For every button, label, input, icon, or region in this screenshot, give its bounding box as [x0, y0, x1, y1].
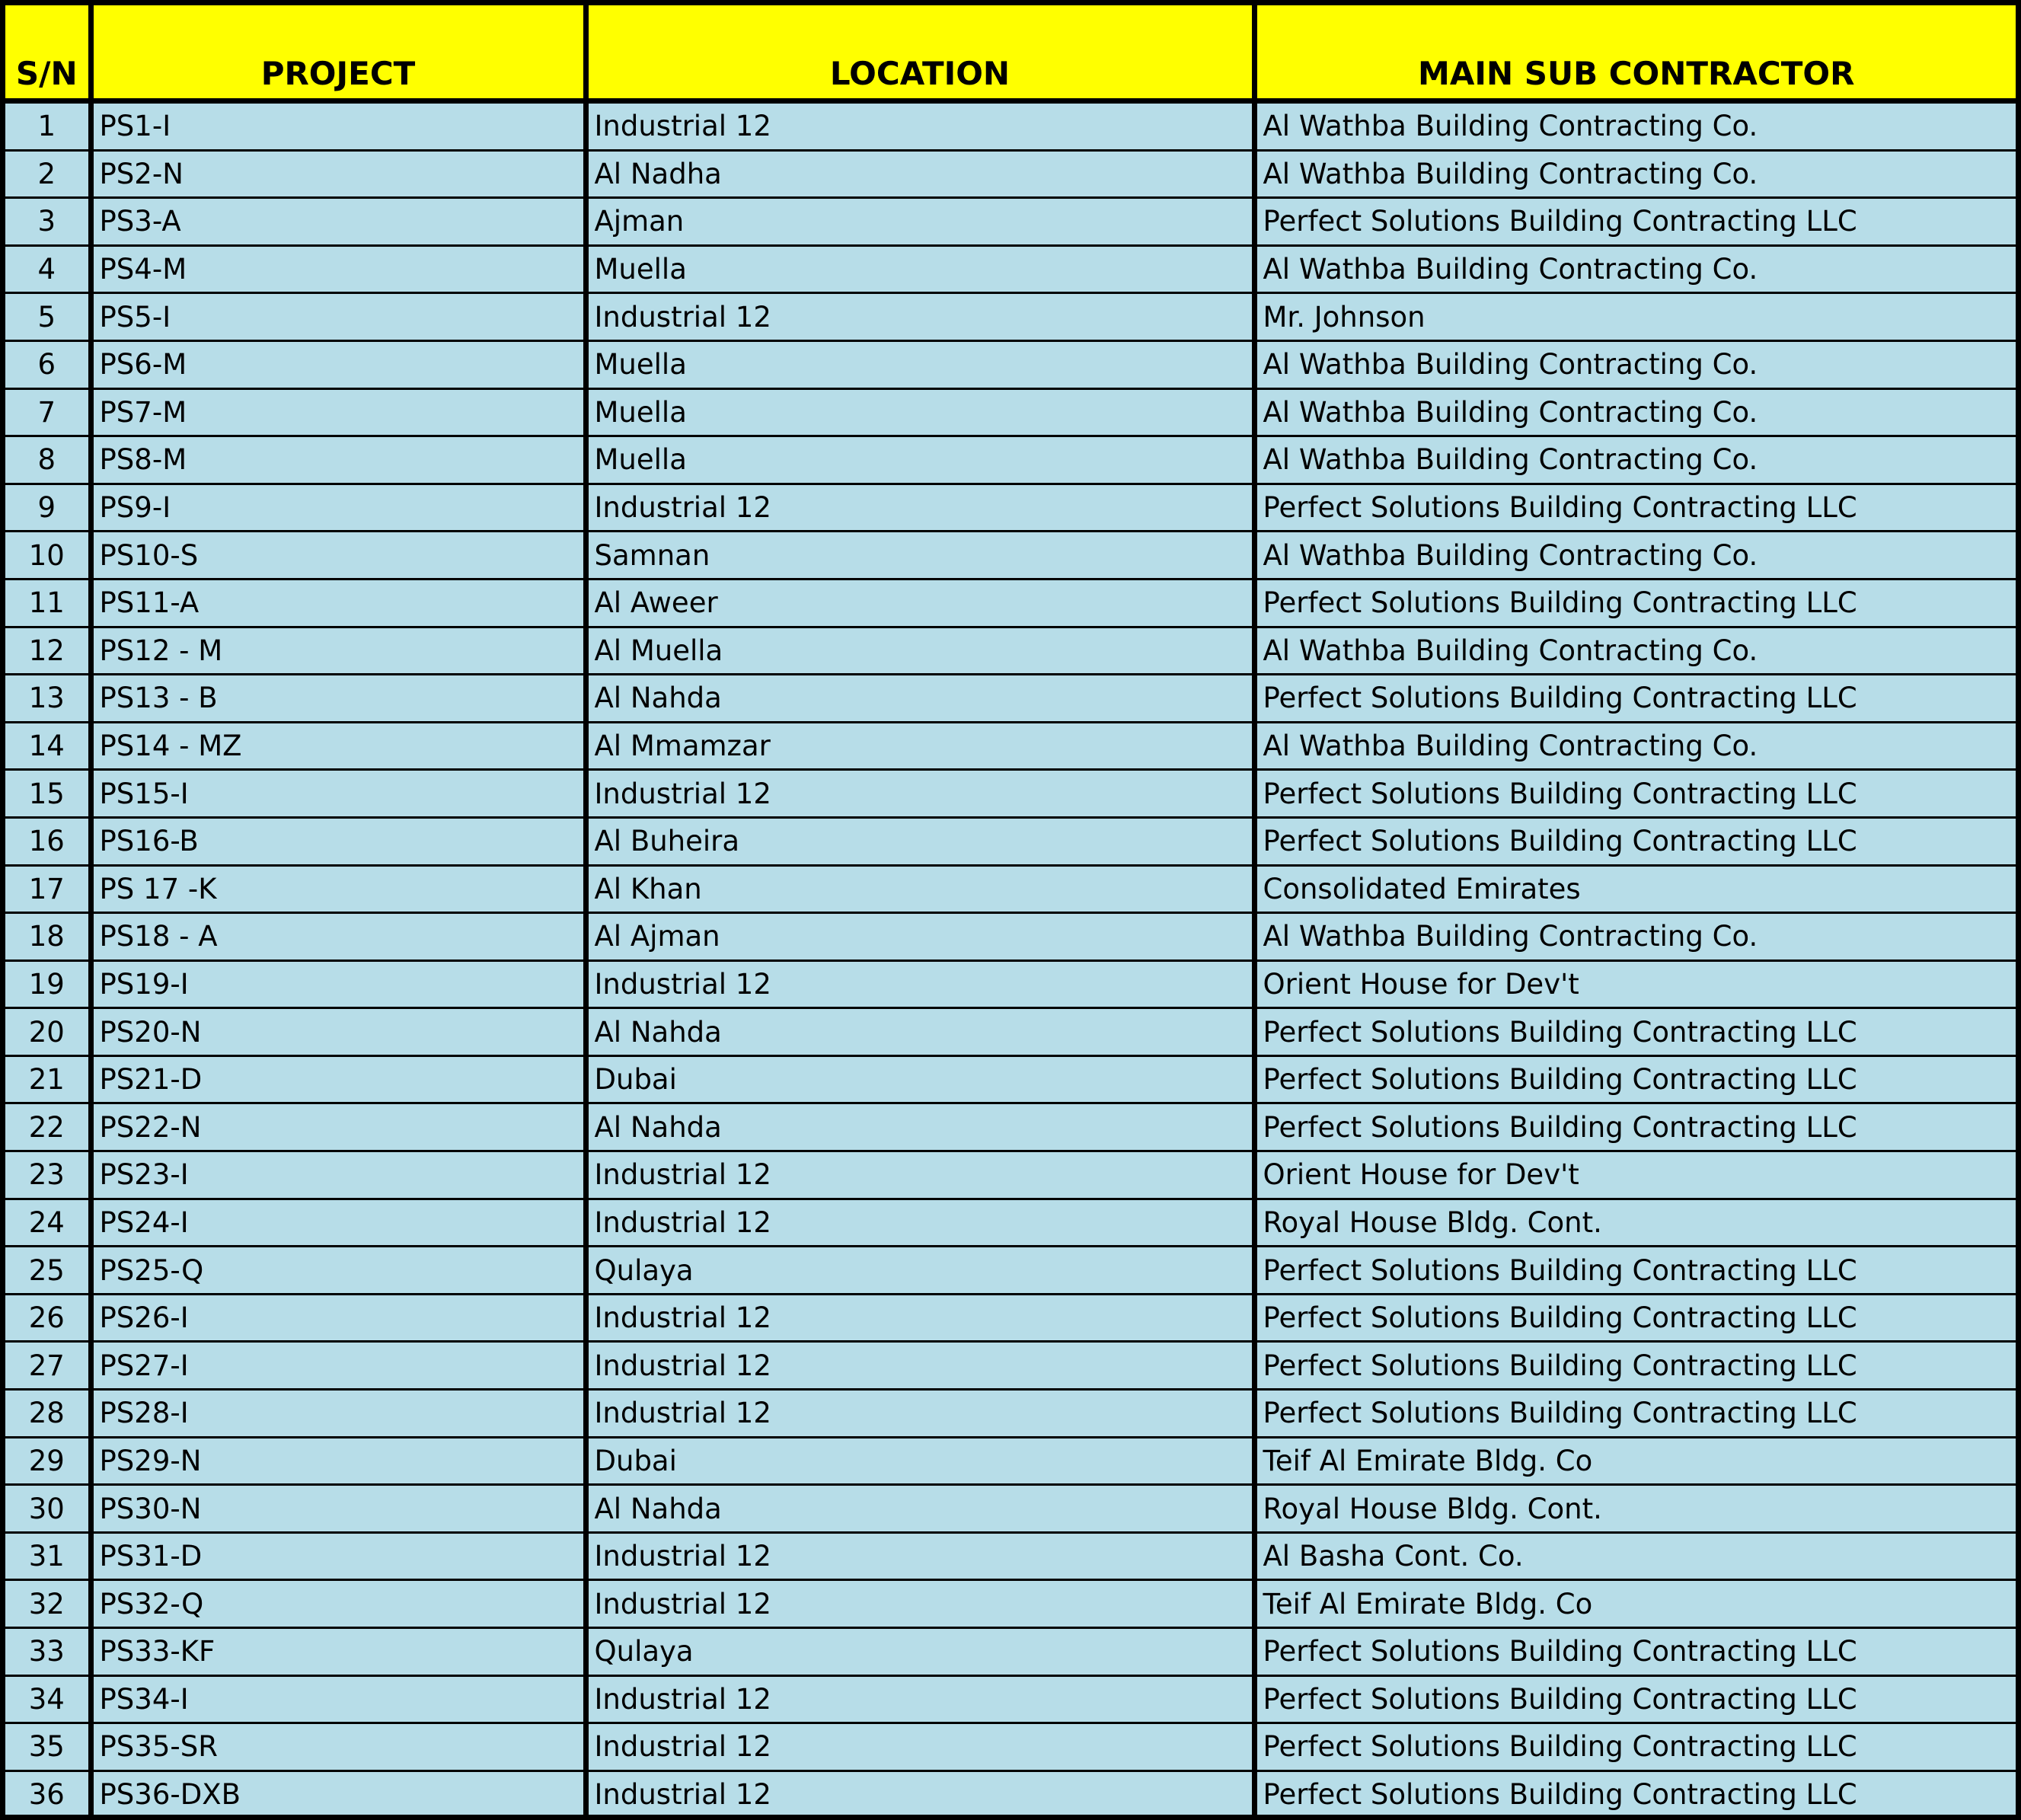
cell-location: Al Muella: [586, 627, 1254, 675]
cell-location: Industrial 12: [586, 1771, 1254, 1817]
cell-location: Industrial 12: [586, 1580, 1254, 1628]
table-row: [5, 627, 2016, 675]
cell-contractor: Al Wathba Building Contracting Co.: [1254, 436, 2016, 484]
cell-project: PS3-A: [91, 198, 586, 246]
cell-project: PS24-I: [91, 1199, 586, 1247]
table-row: [5, 1675, 2016, 1723]
cell-location: Industrial 12: [586, 484, 1254, 532]
cell-sn: 31: [5, 1532, 91, 1580]
cell-contractor: Perfect Solutions Building Contracting LLC: [1254, 1628, 2016, 1676]
cell-contractor: Al Wathba Building Contracting Co.: [1254, 532, 2016, 580]
cell-location: Ajman: [586, 198, 1254, 246]
cell-contractor: Teif Al Emirate Bldg. Co: [1254, 1437, 2016, 1485]
cell-sn: 21: [5, 1055, 91, 1103]
cell-location: Industrial 12: [586, 770, 1254, 818]
cell-contractor: Al Wathba Building Contracting Co.: [1254, 101, 2016, 151]
cell-contractor: Royal House Bldg. Cont.: [1254, 1485, 2016, 1533]
cell-sn: 30: [5, 1485, 91, 1533]
projects-table: [5, 5, 2016, 1817]
cell-project: PS15-I: [91, 770, 586, 818]
cell-contractor: Al Wathba Building Contracting Co.: [1254, 150, 2016, 198]
cell-location: Al Ajman: [586, 913, 1254, 961]
cell-contractor: Consolidated Emirates: [1254, 865, 2016, 913]
cell-location: Industrial 12: [586, 1532, 1254, 1580]
cell-contractor: Perfect Solutions Building Contracting LLC: [1254, 1055, 2016, 1103]
table-row: [5, 388, 2016, 436]
cell-project: PS36-DXB: [91, 1771, 586, 1817]
table-row: [5, 817, 2016, 865]
cell-contractor: Royal House Bldg. Cont.: [1254, 1199, 2016, 1247]
cell-contractor: Perfect Solutions Building Contracting LLC: [1254, 198, 2016, 246]
table-row: [5, 1437, 2016, 1485]
cell-project: PS5-I: [91, 293, 586, 341]
table-row: [5, 532, 2016, 580]
cell-location: Muella: [586, 245, 1254, 293]
cell-project: PS16-B: [91, 817, 586, 865]
table-row: [5, 1055, 2016, 1103]
table-row: [5, 1294, 2016, 1342]
cell-contractor: Mr. Johnson: [1254, 293, 2016, 341]
cell-contractor: Orient House for Dev't: [1254, 960, 2016, 1008]
cell-location: Al Nahda: [586, 1485, 1254, 1533]
cell-sn: 3: [5, 198, 91, 246]
cell-project: PS6-M: [91, 340, 586, 388]
cell-contractor: Al Wathba Building Contracting Co.: [1254, 722, 2016, 770]
cell-project: PS13 - B: [91, 675, 586, 723]
cell-sn: 26: [5, 1294, 91, 1342]
cell-location: Industrial 12: [586, 1199, 1254, 1247]
cell-contractor: Perfect Solutions Building Contracting LLC: [1254, 770, 2016, 818]
cell-contractor: Perfect Solutions Building Contracting LLC: [1254, 1103, 2016, 1151]
cell-sn: 13: [5, 675, 91, 723]
cell-sn: 20: [5, 1008, 91, 1056]
cell-sn: 35: [5, 1723, 91, 1771]
cell-location: Al Nahda: [586, 675, 1254, 723]
table-row: [5, 245, 2016, 293]
header-row: [5, 5, 2016, 101]
header-contractor: MAIN SUB CONTRACTOR: [1254, 5, 2016, 101]
cell-contractor: Al Wathba Building Contracting Co.: [1254, 245, 2016, 293]
cell-contractor: Perfect Solutions Building Contracting LLC: [1254, 675, 2016, 723]
cell-contractor: Perfect Solutions Building Contracting LLC: [1263, 1778, 1857, 1812]
cell-sn: 17: [5, 865, 91, 913]
header-location: LOCATION: [586, 5, 1254, 101]
cell-location: Samnan: [586, 532, 1254, 580]
cell-contractor: Perfect Solutions Building Contracting LLC: [1254, 1675, 2016, 1723]
cell-contractor: Al Wathba Building Contracting Co.: [1254, 340, 2016, 388]
table-row: [5, 675, 2016, 723]
cell-project: PS4-M: [91, 245, 586, 293]
table-row: [5, 1008, 2016, 1056]
cell-sn: 1: [5, 101, 91, 151]
cell-project: PS35-SR: [91, 1723, 586, 1771]
cell-location: Industrial 12: [586, 1390, 1254, 1438]
cell-sn: 32: [5, 1580, 91, 1628]
cell-location: Industrial 12: [586, 1723, 1254, 1771]
cell-contractor: Al Wathba Building Contracting Co.: [1254, 913, 2016, 961]
cell-contractor: Teif Al Emirate Bldg. Co: [1254, 1580, 2016, 1628]
cell-location: Industrial 12: [586, 1151, 1254, 1199]
table-row: [5, 150, 2016, 198]
cell-project: PS12 - M: [91, 627, 586, 675]
cell-location: Industrial 12: [586, 1294, 1254, 1342]
cell-location: Industrial 12: [586, 1675, 1254, 1723]
cell-contractor: Perfect Solutions Building Contracting LLC: [1254, 817, 2016, 865]
table-row: [5, 1390, 2016, 1438]
cell-project: PS14 - MZ: [91, 722, 586, 770]
cell-sn: 27: [5, 1342, 91, 1390]
cell-location: Al Khan: [586, 865, 1254, 913]
cell-contractor: Perfect Solutions Building Contracting LLC: [1254, 484, 2016, 532]
cell-sn: 4: [5, 245, 91, 293]
cell-sn: 14: [5, 722, 91, 770]
cell-location: Muella: [586, 436, 1254, 484]
cell-project: PS19-I: [91, 960, 586, 1008]
cell-sn: 8: [5, 436, 91, 484]
cell-project: PS28-I: [91, 1390, 586, 1438]
cell-project: PS34-I: [91, 1675, 586, 1723]
cell-location: Al Buheira: [586, 817, 1254, 865]
cell-contractor: Perfect Solutions Building Contracting LLC: [1254, 1294, 2016, 1342]
header-sn: S/N: [5, 5, 91, 101]
cell-project: PS18 - A: [91, 913, 586, 961]
cell-contractor: Al Wathba Building Contracting Co.: [1254, 388, 2016, 436]
table-row: [5, 1771, 2016, 1817]
cell-sn: 24: [5, 1199, 91, 1247]
table-row: [5, 293, 2016, 341]
cell-project: PS1-I: [91, 101, 586, 151]
cell-sn: 25: [5, 1247, 91, 1295]
cell-contractor: Perfect Solutions Building Contracting LLC: [1254, 1723, 2016, 1771]
cell-sn: 10: [5, 532, 91, 580]
cell-project: PS33-KF: [91, 1628, 586, 1676]
table-row: [5, 913, 2016, 961]
cell-project: PS22-N: [91, 1103, 586, 1151]
cell-location: Al Mmamzar: [586, 722, 1254, 770]
table-row: [5, 1247, 2016, 1295]
cell-project: PS26-I: [91, 1294, 586, 1342]
table-row: [5, 101, 2016, 151]
cell-sn: 2: [5, 150, 91, 198]
cell-project: PS7-M: [91, 388, 586, 436]
cell-location: Industrial 12: [586, 960, 1254, 1008]
table-row: [5, 960, 2016, 1008]
cell-sn: 9: [5, 484, 91, 532]
cell-contractor: Perfect Solutions Building Contracting LLC: [1254, 1390, 2016, 1438]
cell-sn: 15: [5, 770, 91, 818]
cell-sn: 5: [5, 293, 91, 341]
table-row: [5, 1580, 2016, 1628]
cell-location: Al Aweer: [586, 579, 1254, 627]
cell-location: Muella: [586, 340, 1254, 388]
cell-sn: 12: [5, 627, 91, 675]
cell-project: PS30-N: [91, 1485, 586, 1533]
cell-sn: 6: [5, 340, 91, 388]
cell-contractor: Al Basha Cont. Co.: [1254, 1532, 2016, 1580]
cell-sn: 34: [5, 1675, 91, 1723]
cell-project: PS27-I: [91, 1342, 586, 1390]
cell-location: Qulaya: [586, 1628, 1254, 1676]
table-row: [5, 340, 2016, 388]
cell-project: PS 17 -K: [91, 865, 586, 913]
cell-sn: 16: [5, 817, 91, 865]
table-row: [5, 579, 2016, 627]
cell-sn: 28: [5, 1390, 91, 1438]
cell-location: Industrial 12: [586, 101, 1254, 151]
cell-location: Al Nahda: [586, 1008, 1254, 1056]
cell-sn: 22: [5, 1103, 91, 1151]
table-row: [5, 722, 2016, 770]
table-row: [5, 1723, 2016, 1771]
table-row: [5, 1342, 2016, 1390]
cell-location: Industrial 12: [586, 1342, 1254, 1390]
cell-project: PS23-I: [91, 1151, 586, 1199]
cell-contractor: Perfect Solutions Building Contracting LLC: [1254, 1008, 2016, 1056]
cell-contractor: Al Wathba Building Contracting Co.: [1254, 627, 2016, 675]
cell-project: PS32-Q: [91, 1580, 586, 1628]
cell-sn: 7: [5, 388, 91, 436]
cell-sn: 19: [5, 960, 91, 1008]
cell-project: PS29-N: [91, 1437, 586, 1485]
table-row: [5, 1103, 2016, 1151]
cell-project: PS25-Q: [91, 1247, 586, 1295]
table-row: [5, 1628, 2016, 1676]
cell-project: PS8-M: [91, 436, 586, 484]
cell-sn: 36: [5, 1771, 91, 1817]
cell-project: PS11-A: [91, 579, 586, 627]
table-row: [5, 1151, 2016, 1199]
cell-project: PS10-S: [91, 532, 586, 580]
cell-project: PS20-N: [91, 1008, 586, 1056]
table-row: [5, 436, 2016, 484]
cell-sn: 18: [5, 913, 91, 961]
cell-location: Qulaya: [586, 1247, 1254, 1295]
cell-location: Industrial 12: [586, 293, 1254, 341]
cell-contractor: Perfect Solutions Building Contracting LLC: [1254, 579, 2016, 627]
table-row: [5, 865, 2016, 913]
cell-sn: 11: [5, 579, 91, 627]
table-row: [5, 1485, 2016, 1533]
table-row: [5, 198, 2016, 246]
cell-sn: 23: [5, 1151, 91, 1199]
cell-location: Al Nadha: [586, 150, 1254, 198]
cell-contractor: Orient House for Dev't: [1254, 1151, 2016, 1199]
table-row: [5, 1532, 2016, 1580]
header-project: PROJECT: [91, 5, 586, 101]
cell-location: Muella: [586, 388, 1254, 436]
cell-project: PS21-D: [91, 1055, 586, 1103]
cell-location: Dubai: [586, 1437, 1254, 1485]
cell-sn: 29: [5, 1437, 91, 1485]
cell-project: PS31-D: [91, 1532, 586, 1580]
table-row: [5, 770, 2016, 818]
table-row: [5, 484, 2016, 532]
cell-project: PS9-I: [91, 484, 586, 532]
cell-contractor: Perfect Solutions Building Contracting LLC: [1254, 1342, 2016, 1390]
cell-location: Al Nahda: [586, 1103, 1254, 1151]
cell-sn: 33: [5, 1628, 91, 1676]
table-body: [5, 101, 2016, 1818]
cell-project: PS2-N: [91, 150, 586, 198]
cell-contractor: Perfect Solutions Building Contracting LLC: [1254, 1247, 2016, 1295]
table-row: [5, 1199, 2016, 1247]
cell-location: Dubai: [586, 1055, 1254, 1103]
